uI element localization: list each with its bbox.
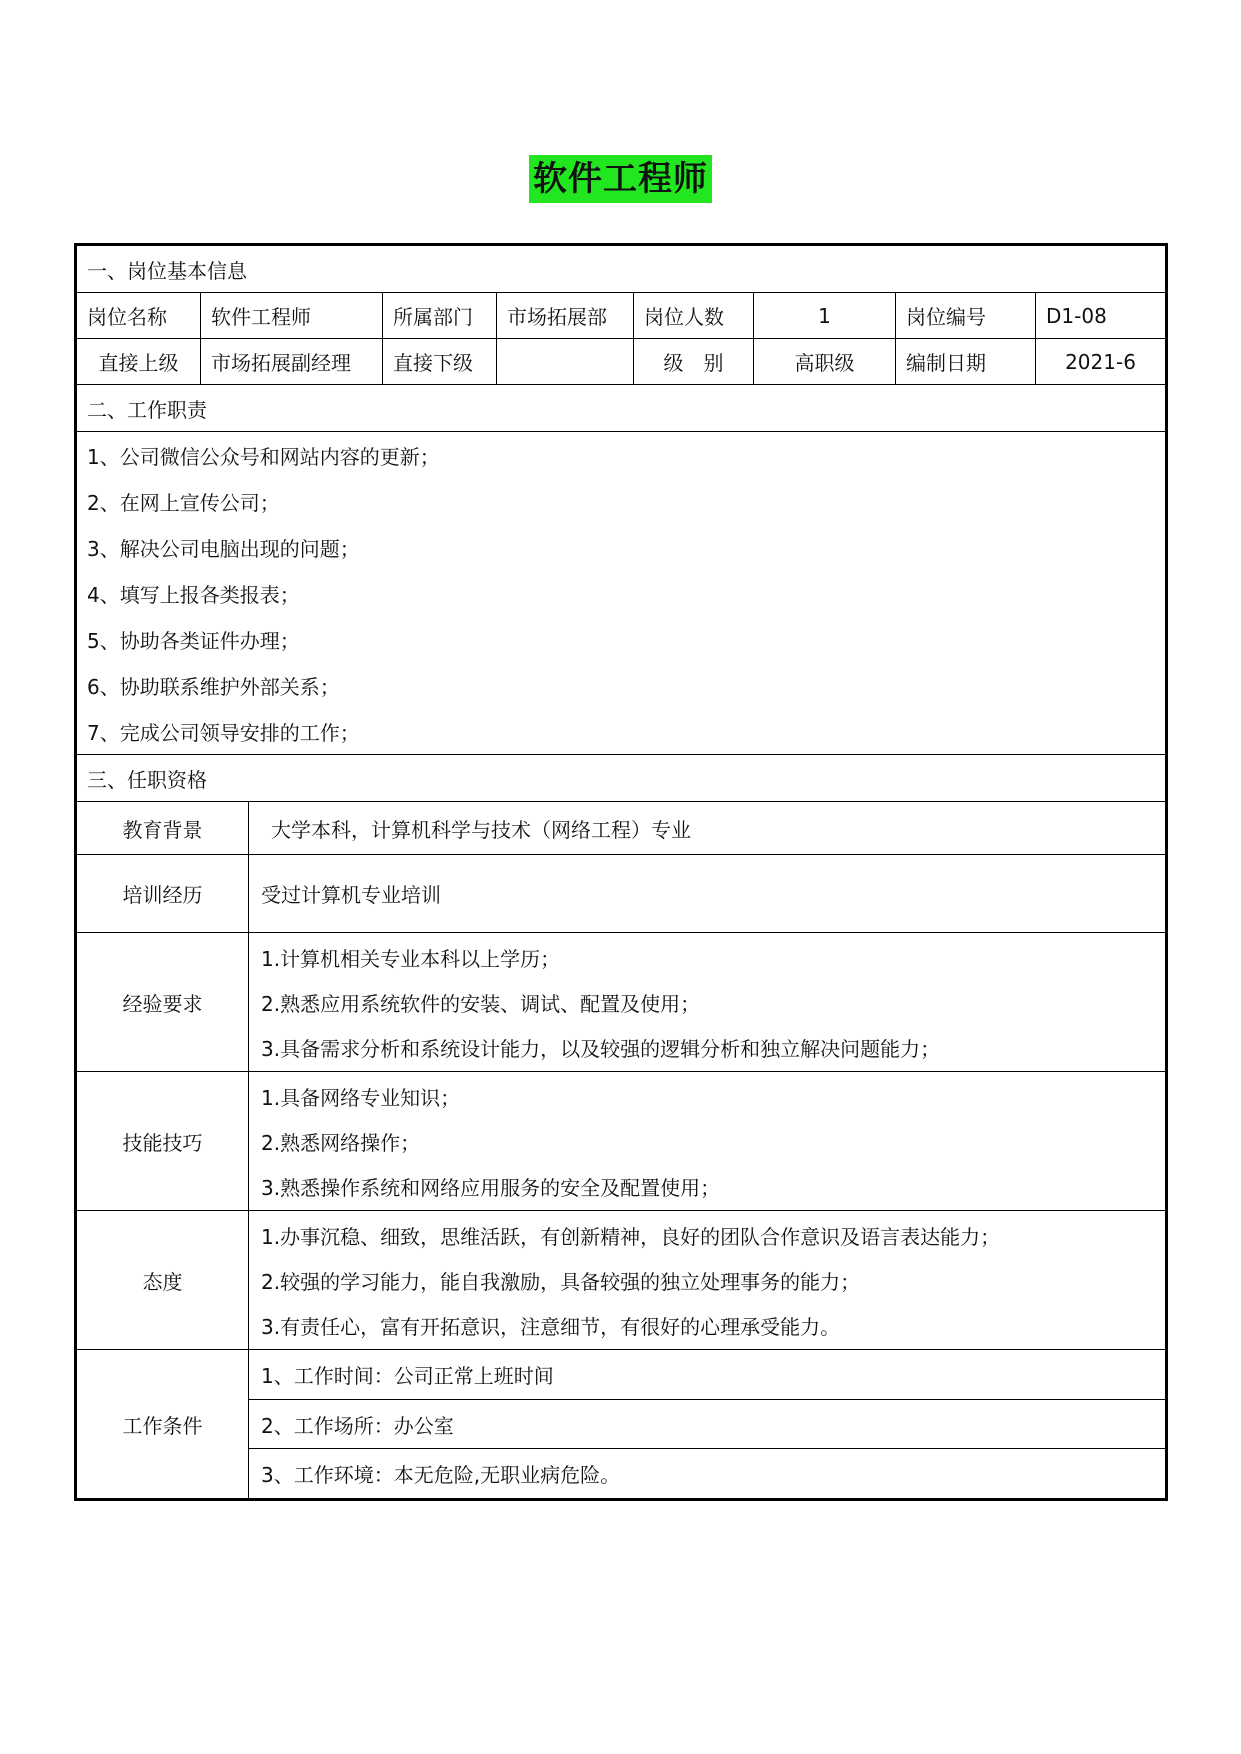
value-date: 2021-6: [1065, 349, 1136, 374]
conditions-row: [77, 1350, 1165, 1498]
section1-heading: 一、岗位基本信息: [87, 258, 247, 283]
attitude-line: 3.有责任心，富有开拓意识，注意细节，有很好的心理承受能力。: [261, 1314, 841, 1339]
experience-line: 3.具备需求分析和系统设计能力，以及较强的逻辑分析和独立解决问题能力；: [261, 1036, 941, 1061]
conditions-line: 1、工作时间：公司正常上班时间: [249, 1350, 1165, 1400]
education-value: 大学本科，计算机科学与技术（网络工程）专业: [271, 817, 691, 842]
section2-heading: 二、工作职责: [87, 397, 207, 422]
value-grade: 高职级: [754, 339, 896, 384]
skills-line: 2.熟悉网络操作；: [261, 1130, 421, 1155]
label-position-code: 岗位编号: [896, 293, 1036, 338]
duty-item: 5、协助各类证件办理；: [87, 628, 300, 653]
skills-label: 技能技巧: [77, 1072, 249, 1210]
conditions-content: [249, 1350, 1165, 1498]
section2-heading-row: [77, 385, 1165, 432]
duties-block: [77, 432, 1165, 755]
skills-content: [249, 1072, 1165, 1210]
duty-item: 6、协助联系维护外部关系；: [87, 674, 340, 699]
duty-item: 4、填写上报各类报表；: [87, 582, 300, 607]
label-department: 所属部门: [383, 293, 497, 338]
experience-content: [249, 933, 1165, 1071]
page-title: 软件工程师: [529, 155, 712, 203]
value-headcount: 1: [754, 293, 896, 338]
attitude-label: 态度: [77, 1211, 249, 1349]
section3-heading: 三、任职资格: [87, 767, 207, 792]
duty-item: 2、在网上宣传公司；: [87, 490, 280, 515]
experience-label: 经验要求: [77, 933, 249, 1071]
experience-row: [77, 933, 1165, 1072]
experience-line: 2.熟悉应用系统软件的安装、调试、配置及使用；: [261, 991, 701, 1016]
value-direct-superior: 市场拓展副经理: [201, 339, 383, 384]
duty-item: 3、解决公司电脑出现的问题；: [87, 536, 360, 561]
duty-item: 7、完成公司领导安排的工作；: [87, 720, 360, 745]
label-position-name: 岗位名称: [77, 293, 201, 338]
title-wrap: [0, 155, 1241, 203]
value-department: 市场拓展部: [497, 293, 634, 338]
training-row: [77, 855, 1165, 933]
skills-line: 3.熟悉操作系统和网络应用服务的安全及配置使用；: [261, 1175, 721, 1200]
conditions-line: 2、工作场所：办公室: [249, 1400, 1165, 1450]
basic-info-row-1: [77, 293, 1165, 339]
conditions-line: 3、工作环境：本无危险,无职业病危险。: [261, 1463, 621, 1488]
attitude-content: [249, 1211, 1165, 1349]
label-date: 编制日期: [896, 339, 1036, 384]
duty-item: 1、公司微信公众号和网站内容的更新；: [87, 444, 440, 469]
education-row: [77, 802, 1165, 855]
job-description-table: [74, 243, 1168, 1501]
skills-line: 1.具备网络专业知识；: [261, 1085, 461, 1110]
value-position-code: D1-08: [1046, 303, 1107, 328]
label-direct-subordinate: 直接下级: [383, 339, 497, 384]
attitude-row: [77, 1211, 1165, 1350]
experience-line: 1.计算机相关专业本科以上学历；: [261, 946, 561, 971]
attitude-line: 1.办事沉稳、细致，思维活跃，有创新精神，良好的团队合作意识及语言表达能力；: [261, 1224, 1001, 1249]
skills-row: [77, 1072, 1165, 1211]
value-position-name: 软件工程师: [201, 293, 383, 338]
label-grade: 级 别: [634, 339, 754, 384]
value-direct-subordinate: [497, 339, 634, 384]
attitude-line: 2.较强的学习能力，能自我激励，具备较强的独立处理事务的能力；: [261, 1269, 861, 1294]
education-label: 教育背景: [77, 802, 249, 854]
training-label: 培训经历: [77, 855, 249, 932]
section3-heading-row: [77, 755, 1165, 802]
conditions-label: 工作条件: [77, 1350, 249, 1498]
training-value: 受过计算机专业培训: [261, 883, 441, 907]
education-content: [249, 802, 1165, 854]
label-headcount: 岗位人数: [634, 293, 754, 338]
label-direct-superior: 直接上级: [77, 339, 201, 384]
basic-info-row-2: [77, 339, 1165, 385]
training-content: [249, 855, 1165, 932]
section1-heading-row: [77, 246, 1165, 293]
